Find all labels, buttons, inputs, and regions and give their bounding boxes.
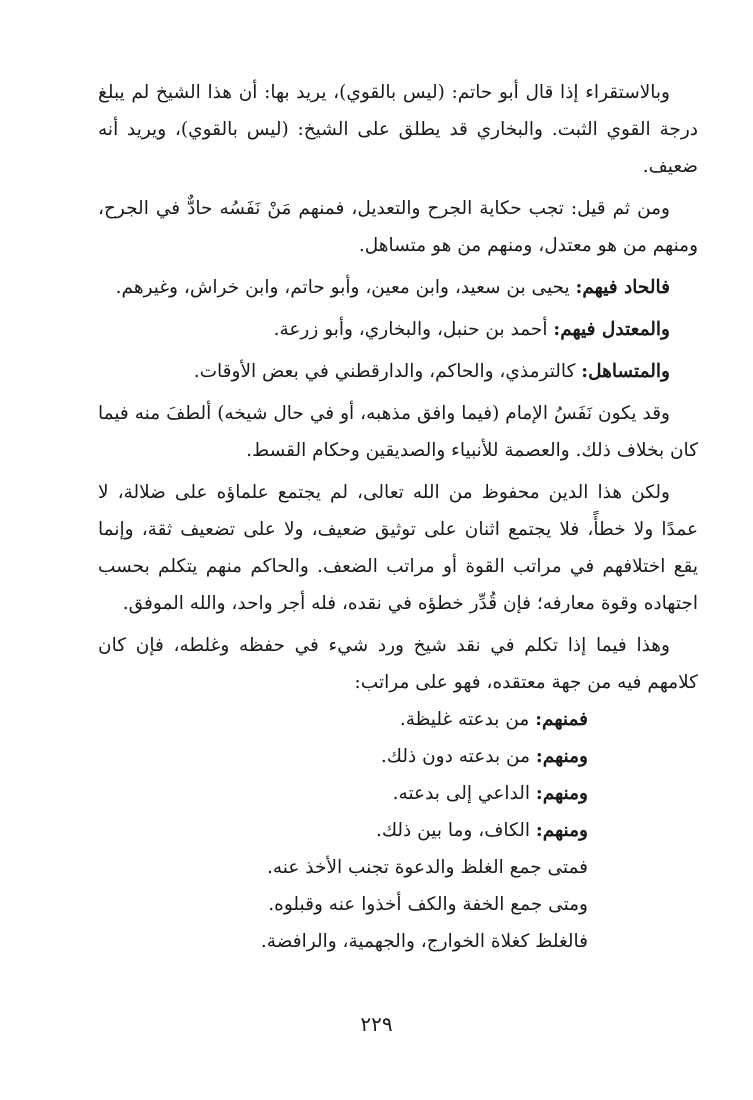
closing-line-examples: فالغلظ كغلاة الخوارج، والجهمية، والرافضة. xyxy=(260,931,588,952)
list-item xyxy=(98,738,588,775)
closing-line-khiffa: ومتى جمع الخفة والكف أخذوا عنه وقبلوه. xyxy=(268,894,588,915)
paragraph-din-mahfuz: ولكن هذا الدين محفوظ من الله تعالى، لم يجتمع علماؤه على ضلالة، لا عمدًا ولا خطأً، فلا يجتمع اثنان على توثيق ضعيف، ولا على تضعيف ثقة، وإنما يقع اختلافهم في مراتب القوة أو مراتب الضعف. والحاكم منهم يتكلم بحسب اجتهاده وقوة معارفه؛ فإن قُدِّر خطؤه في نقده، فله أجر واحد، والله الموفق. xyxy=(98,482,698,614)
list-item-label: ومنهم: xyxy=(535,746,588,767)
list-item xyxy=(98,775,588,812)
list-item-text: من بدعته دون ذلك. xyxy=(380,746,536,767)
label-mutasahil: والمتساهل: xyxy=(581,361,670,382)
paragraph-mutadil xyxy=(98,311,698,348)
text-mutasahil: كالترمذي، والحاكم، والدارقطني في بعض الأوقات. xyxy=(193,361,582,382)
paragraph-istiqra: وبالاستقراء إذا قال أبو حاتم: (ليس بالقوي)، يريد بها: أن هذا الشيخ لم يبلغ درجة القوي الثبت. والبخاري قد يطلق على الشيخ: (ليس بالقوي)، ويريد أنه ضعيف. xyxy=(98,82,698,177)
list-item-text: الداعي إلى بدعته. xyxy=(392,783,536,804)
label-mutadil: والمعتدل فيهم: xyxy=(553,319,670,340)
list-item-text: من بدعته غليظة. xyxy=(399,709,536,730)
maratib-list xyxy=(98,701,698,849)
paragraph-mutasahil xyxy=(98,353,698,390)
page-body xyxy=(98,74,698,960)
list-item-label: ومنهم: xyxy=(535,820,588,841)
text-mutadil: أحمد بن حنبل، والبخاري، وأبو زرعة. xyxy=(273,319,554,340)
paragraph-hadd xyxy=(98,269,698,306)
label-hadd: فالحاد فيهم: xyxy=(575,277,670,298)
closing-line-ghilaz: فمتى جمع الغلظ والدعوة تجنب الأخذ عنه. xyxy=(267,857,588,878)
text-hadd: يحيى بن سعيد، وابن معين، وأبو حاتم، وابن خراش، وغيرهم. xyxy=(115,277,576,298)
paragraph-nafas-imam: وقد يكون نَفَسُ الإمام (فيما وافق مذهبه، أو في حال شيخه) ألطفَ منه فيما كان بخلاف ذلك. والعصمة للأنبياء والصديقين وحكام القسط. xyxy=(98,403,698,461)
list-item xyxy=(98,812,588,849)
list-item xyxy=(98,701,588,738)
paragraph-jarh-tadil: ومن ثم قيل: تجب حكاية الجرح والتعديل، فمنهم مَنْ نَفَسُه حادٌّ في الجرح، ومنهم من هو معتدل، ومنهم من هو متساهل. xyxy=(98,198,698,256)
list-item-text: الكاف، وما بين ذلك. xyxy=(375,820,536,841)
paragraph-naqd-shaykh: وهذا فيما إذا تكلم في نقد شيخ ورد شيء في حفظه وغلطه، فإن كان كلامهم فيه من جهة معتقده، فهو على مراتب: xyxy=(98,635,698,693)
list-item-label: فمنهم: xyxy=(535,709,588,730)
page-number: ٢٢٩ xyxy=(360,1012,393,1036)
list-item-label: ومنهم: xyxy=(535,783,588,804)
